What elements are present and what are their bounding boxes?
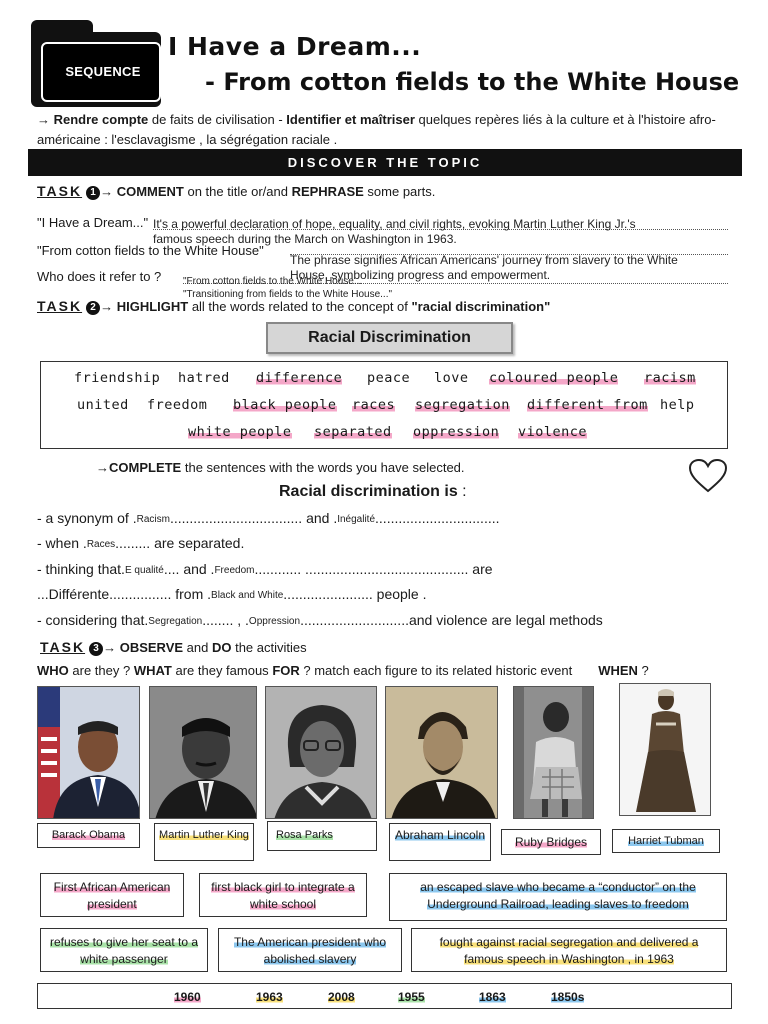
event-box-refuses-seat[interactable]: refuses to give her seat to a white passenger xyxy=(40,928,208,972)
task1-answer-3a[interactable]: "From cotton fields to the White House... xyxy=(183,276,363,287)
word-item-highlighted[interactable]: white people xyxy=(188,424,292,440)
complete-instruction: →COMPLETE the sentences with the words you have selected. xyxy=(96,460,465,475)
word-item[interactable]: help xyxy=(660,397,695,413)
date-item[interactable]: 1960 xyxy=(174,990,201,1004)
number-1-icon: 1 xyxy=(86,186,100,200)
sentence-4: ...Différente................ from .Black and White....................... people . xyxy=(37,586,427,602)
name-box-barack-obama[interactable]: Barack Obama xyxy=(37,823,140,848)
fill-differente[interactable]: Différente xyxy=(48,586,110,602)
word-item-highlighted[interactable]: races xyxy=(352,397,396,413)
name-box-harriet-tubman[interactable]: Harriet Tubman xyxy=(612,829,720,853)
photo-harriet-tubman xyxy=(619,683,711,816)
task1-question-1: "I Have a Dream..." xyxy=(37,215,149,230)
fill-black-and-white[interactable]: Black and White xyxy=(211,590,284,601)
sentence-1: - a synonym of .Racism.................................. and .Inégalité................................ xyxy=(37,510,500,526)
name-box-rosa-parks[interactable]: Rosa Parks xyxy=(267,821,377,851)
racial-discrimination-title-box: Racial Discrimination xyxy=(266,322,513,354)
word-item[interactable]: freedom xyxy=(147,397,208,413)
task1-answer-3b[interactable]: "Transitioning from fields to the White House..." xyxy=(183,289,393,300)
word-item-highlighted[interactable]: racism xyxy=(644,370,696,386)
photo-martin-luther-king xyxy=(149,686,257,819)
fill-races[interactable]: Races xyxy=(86,539,116,550)
name-box-ruby-bridges[interactable]: Ruby Bridges xyxy=(501,829,601,855)
word-item-highlighted[interactable]: violence xyxy=(518,424,588,440)
event-box-washington-speech[interactable]: fought against racial segregation and delivered a famous speech in Washington , in 1963 xyxy=(411,928,727,972)
dates-box xyxy=(37,983,732,1009)
fill-equalite[interactable]: E qualité xyxy=(124,565,164,576)
sequence-folder-icon xyxy=(31,20,161,107)
event-box-abolished-slavery[interactable]: The American president who abolished slavery xyxy=(218,928,402,972)
page-title: I Have a Dream... xyxy=(168,32,422,61)
word-bank xyxy=(40,361,728,449)
task3-instruction: TASK 3 → OBSERVE and DO the activities xyxy=(40,639,307,655)
date-item[interactable]: 1863 xyxy=(479,990,506,1004)
word-item[interactable]: united xyxy=(77,397,129,413)
number-2-icon: 2 xyxy=(86,301,100,315)
word-item-highlighted[interactable]: segregation xyxy=(415,397,510,413)
word-item-highlighted[interactable]: coloured people xyxy=(489,370,619,386)
date-item[interactable]: 1955 xyxy=(398,990,425,1004)
date-item[interactable]: 1850s xyxy=(551,990,585,1004)
word-item[interactable]: peace xyxy=(367,370,411,386)
task3-questions: WHO are they ? WHAT are they famous FOR ? match each figure to its related historic event WHEN ? xyxy=(37,663,649,678)
sequence-label: SEQUENCE xyxy=(65,64,141,79)
arrow-icon: → xyxy=(96,460,109,475)
task1-answer-1a[interactable]: It's a powerful declaration of hope, equality, and civil rights, evoking Martin Luther King Jr.'s xyxy=(153,217,636,231)
word-item-highlighted[interactable]: black people xyxy=(233,397,337,413)
photo-abraham-lincoln xyxy=(385,686,498,819)
fill-segregation[interactable]: Segregation xyxy=(148,616,203,627)
task1-instruction: TASK 1 → COMMENT on the title or/and REPHRASE some parts. xyxy=(37,183,436,199)
task1-question-3: Who does it refer to ? xyxy=(37,269,162,284)
sentence-5: - considering that.Segregation........ , .Oppression............................and violence are legal methods xyxy=(37,612,603,628)
event-box-first-african-american-president[interactable]: First African American president xyxy=(40,873,184,917)
name-box-abraham-lincoln[interactable]: Abraham Lincoln xyxy=(389,823,491,861)
task1-answer-2b[interactable]: House, symbolizing progress and empowerment. xyxy=(290,268,551,282)
name-box-martin-luther-king[interactable]: Martin Luther King xyxy=(154,823,254,861)
intro-text: → Rendre compte de faits de civilisation - Identifier et maîtriser quelques repères liés à la culture et à l'histoire afro-américaine : l'esclavagisme , la ségrégation raciale . xyxy=(37,112,716,147)
word-item-highlighted[interactable]: separated xyxy=(314,424,392,440)
page-subtitle: - From cotton fields to the White House xyxy=(205,68,740,96)
task1-question-2: "From cotton fields to the White House" xyxy=(37,243,264,258)
word-item-highlighted[interactable]: difference xyxy=(256,370,343,386)
sentence-3: - thinking that.E qualité.... and .Freedom............ .......................................... are xyxy=(37,561,493,577)
word-item[interactable]: hatred xyxy=(178,370,230,386)
word-item[interactable]: love xyxy=(434,370,469,386)
word-item-highlighted[interactable]: different from xyxy=(527,397,648,413)
word-item[interactable]: friendship xyxy=(74,370,161,386)
photo-barack-obama xyxy=(37,686,140,819)
intro-arrow-icon: → xyxy=(37,112,54,127)
fill-inegalite[interactable]: Inégalité xyxy=(337,514,376,525)
task2-instruction: TASK 2 → HIGHLIGHT all the words related to the concept of "racial discrimination" xyxy=(37,298,551,314)
heart-icon xyxy=(688,458,728,494)
date-item[interactable]: 2008 xyxy=(328,990,355,1004)
event-box-underground-railroad[interactable]: an escaped slave who became a “conductor” on the Underground Railroad, leading slaves to freedom xyxy=(389,873,727,921)
fill-oppression[interactable]: Oppression xyxy=(248,616,301,627)
event-box-first-black-girl[interactable]: first black girl to integrate a white school xyxy=(199,873,367,917)
sentence-2: - when .Races......... are separated. xyxy=(37,535,245,551)
task1-answer-1b[interactable]: famous speech during the March on Washington in 1963. xyxy=(153,232,457,246)
fill-freedom[interactable]: Freedom xyxy=(214,565,255,576)
racial-discrimination-heading: Racial discrimination is : xyxy=(279,483,467,500)
number-3-icon: 3 xyxy=(89,642,103,656)
word-item-highlighted[interactable]: oppression xyxy=(413,424,500,440)
photo-ruby-bridges xyxy=(513,686,594,819)
date-item[interactable]: 1963 xyxy=(256,990,283,1004)
task1-answer-2a[interactable]: The phrase signifies African Americans' journey from slavery to the White xyxy=(290,253,678,267)
discover-banner: DISCOVER THE TOPIC xyxy=(28,149,742,176)
photo-rosa-parks xyxy=(265,686,377,819)
fill-racism[interactable]: Racism xyxy=(136,514,170,525)
